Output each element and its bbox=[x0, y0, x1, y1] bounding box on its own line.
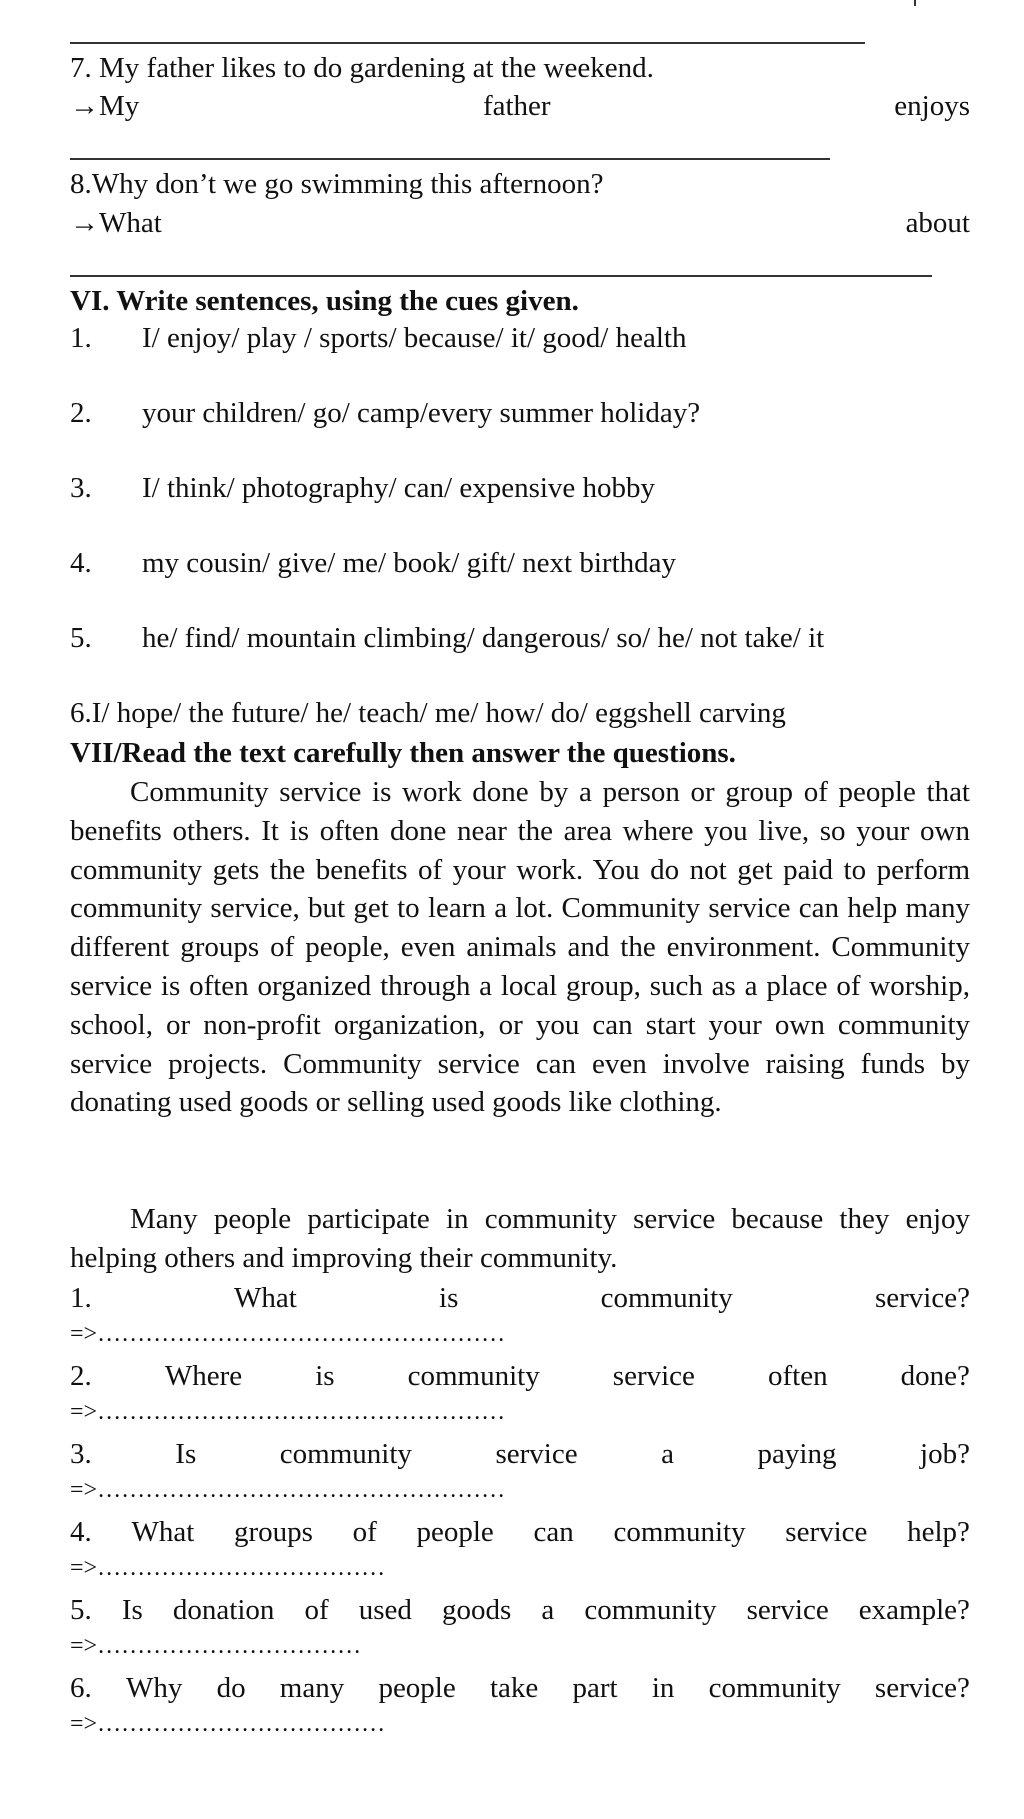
section-7-heading: VII/Read the text carefully then answer the questions. bbox=[70, 737, 736, 769]
q8-answer-line bbox=[70, 275, 932, 277]
answer-line-3[interactable]: =>…………………………………………… bbox=[70, 1477, 506, 1503]
q7-word-1: →My bbox=[70, 90, 140, 122]
q8-prompt: 8.Why don’t we go swimming this afternoon? bbox=[70, 168, 604, 200]
cue-item-4: 4. my cousin/ give/ me/ book/ gift/ next birthday bbox=[70, 547, 677, 579]
cue-item-2: 2. your children/ go/ camp/every summer holiday? bbox=[70, 397, 701, 429]
question-6: 6. Why do many people take part in community service? bbox=[70, 1672, 970, 1704]
question-1: 1. What is community service? bbox=[70, 1282, 970, 1314]
cue-item-5: 5. he/ find/ mountain climbing/ dangerous/ so/ he/ not take/ it bbox=[70, 622, 825, 654]
answer-line-top bbox=[70, 42, 865, 44]
question-5: 5. Is donation of used goods a community service example? bbox=[70, 1594, 970, 1626]
answer-line-2[interactable]: =>…………………………………………… bbox=[70, 1399, 506, 1425]
q7-word-2: father bbox=[482, 90, 551, 122]
cue-item-6: 6.I/ hope/ the future/ he/ teach/ me/ how/ do/ eggshell carving bbox=[70, 697, 786, 729]
answer-line-5[interactable]: =>…………………………… bbox=[70, 1633, 362, 1659]
q8-word-2: about bbox=[905, 207, 970, 239]
question-3: 3. Is community service a paying job? bbox=[70, 1438, 970, 1470]
question-2: 2. Where is community service often done? bbox=[70, 1360, 970, 1392]
answer-line-1[interactable]: =>…………………………………………… bbox=[70, 1321, 506, 1347]
q8-word-1: →What bbox=[70, 207, 162, 239]
q7-prompt: 7. My father likes to do gardening at the weekend. bbox=[70, 52, 654, 84]
q8-rewrite-line bbox=[70, 205, 970, 241]
section-6-heading: VI. Write sentences, using the cues given. bbox=[70, 285, 579, 317]
answer-line-4[interactable]: =>……………………………… bbox=[70, 1555, 386, 1581]
reading-paragraph-1: Community service is work done by a person or group of people that benefits others. It is often done near the area where you live, so your own community gets the benefits of your work. You do not get paid to perform community service, but get to learn a lot. Community service can help many different groups of people, even animals and the environment. Community service is often organized through a local group, such as a place of worship, school, or non-profit organization, or you can start your own community service projects. Community service can even involve raising funds by donating used goods or selling used goods like clothing. bbox=[70, 776, 970, 1119]
q7-word-3: enjoys bbox=[894, 90, 970, 122]
reading-paragraph-2: Many people participate in community service because they enjoy helping others and improving their community. bbox=[70, 1203, 970, 1274]
cue-item-1: 1. I/ enjoy/ play / sports/ because/ it/ good/ health bbox=[70, 322, 687, 354]
cue-item-3: 3. I/ think/ photography/ can/ expensive hobby bbox=[70, 472, 656, 504]
question-4: 4. What groups of people can community service help? bbox=[70, 1516, 970, 1548]
answer-line-6[interactable]: =>……………………………… bbox=[70, 1711, 386, 1737]
q7-answer-line bbox=[70, 158, 830, 160]
page-corner-mark bbox=[914, 0, 916, 6]
q7-rewrite-line bbox=[70, 88, 970, 124]
